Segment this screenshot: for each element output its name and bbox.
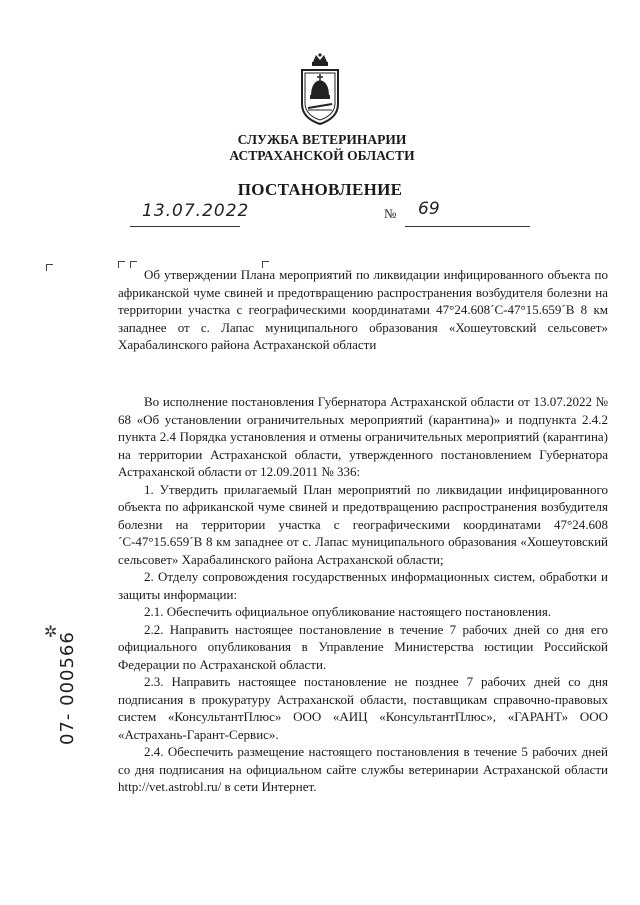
document-type: ПОСТАНОВЛЕНИЕ	[237, 180, 403, 199]
organization-name	[0, 132, 640, 164]
document-body	[118, 393, 608, 796]
registration-number: 07- 000566	[57, 631, 78, 745]
paragraph-1: 1. Утвердить прилагаемый План мероприятий по ликвидации инфицированного объекта по африканской чуме свиней и предотвращению распространения возбудителя болезни на территории участка с географическими координатами 47°24.608´С-47°15.659´В 8 км западнее от с. Лапас муниципального образования «Хошеутовский сельсовет» Харабалинского района Астраханской области;	[118, 481, 608, 567]
paragraph-2-2: 2.2. Направить настоящее постановление в течение 7 рабочих дней со дня его официального опубликования в Управление Министерства юстиции Российской Федерации по Астраханской области.	[118, 621, 608, 672]
document-title: Об утверждении Плана мероприятий по ликвидации инфицированного объекта по африканской чуме свиней и предотвращению распространения возбудителя болезни на территории участка с географическими координатами 47°24.608´С-47°15.659´В 8 км западнее от с. Лапас муниципального образования «Хошеутовский сельсовет» Харабалинского района Астраханской области	[118, 267, 608, 352]
paragraph-2: 2. Отделу сопровождения государственных информационных систем, обработки и защиты информации:	[118, 569, 608, 602]
paragraph-2-4: 2.4. Обеспечить размещение настоящего постановления в течение 5 рабочих дней со дня подписания на официальном сайте службы ветеринарии Астраханской области http://vet.astrobl.ru/ в сети Интернет.	[118, 744, 608, 794]
coat-of-arms-emblem	[299, 52, 341, 126]
intro-paragraph: Во исполнение постановления Губернатора Астраханской области от 13.07.2022 № 68 «Об установлении ограничительных мероприятий (карантина)» и подпункта 2.4.2 пункта 2.4 Порядка установления и отмены ограничительных мероприятий (карантина) на территории Астраханской области, утвержденного постановлением Губернатора Астраханской области от 12.09.2011 № 336:	[118, 394, 608, 479]
margin-mark: ✲	[44, 622, 58, 641]
paragraph-2-3: 2.3. Направить настоящее постановление не позднее 7 рабочих дней со дня подписания в прокуратуру Астраханской области, поставщикам справочно-правовых систем «КонсультантПлюс» ООО «АИЦ «КонсультантПлюс», «ГАРАНТ» ООО «Астрахань-Гарант-Сервис».	[118, 674, 608, 742]
paragraph-2-1: 2.1. Обеспечить официальное опубликование настоящего постановления.	[144, 604, 552, 619]
org-line-1: СЛУЖБА ВЕТЕРИНАРИИ	[237, 132, 407, 147]
document-date: 13.07.2022	[142, 201, 250, 221]
org-line-2: АСТРАХАНСКОЙ ОБЛАСТИ	[229, 148, 415, 163]
corner-mark	[46, 264, 53, 271]
number-sign: №	[384, 206, 397, 221]
document-number: 69	[418, 199, 440, 219]
